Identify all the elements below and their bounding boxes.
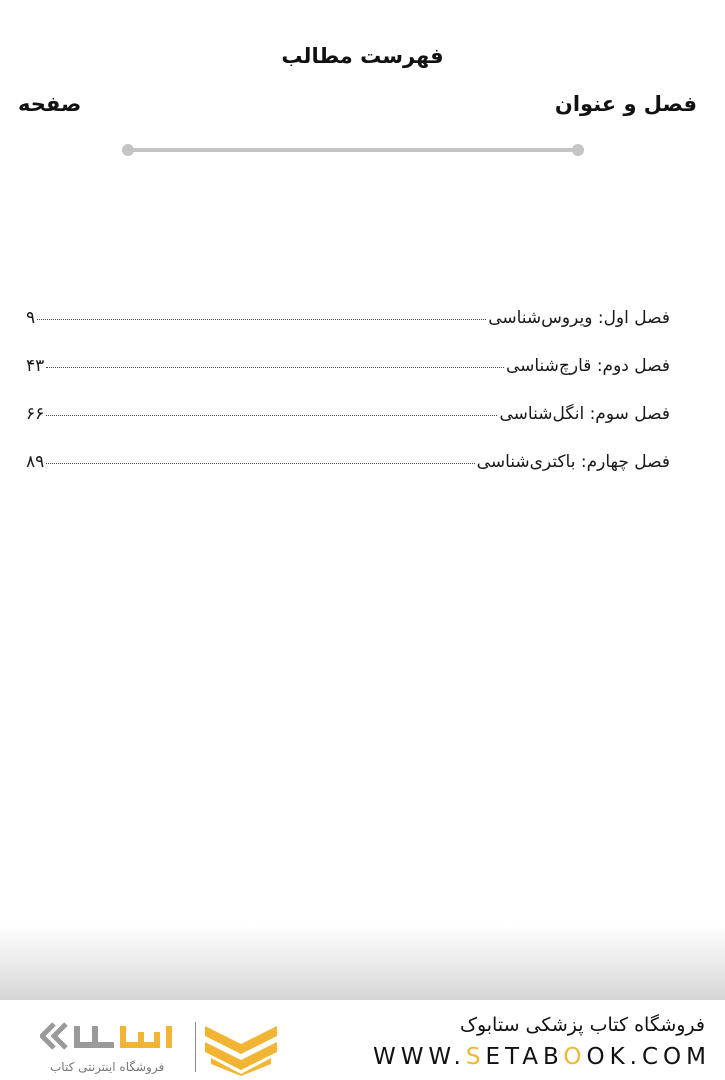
divider-dot-right xyxy=(572,144,584,156)
setabook-wordmark xyxy=(40,1018,190,1058)
page-column-heading: صفحه xyxy=(18,92,82,116)
toc-entry-page: ۹ xyxy=(26,308,36,328)
toc-entry-2[interactable] xyxy=(26,356,670,404)
shop-url[interactable] xyxy=(373,1044,711,1070)
dot-leader xyxy=(37,319,486,320)
dot-leader xyxy=(46,415,497,416)
toc-entry-page: ۴۳ xyxy=(26,356,45,376)
dot-leader xyxy=(46,463,474,464)
toc-entry-title: فصل چهارم: باکتری‌شناسی xyxy=(476,452,670,472)
heading-divider xyxy=(122,144,584,156)
toc-entry-3[interactable] xyxy=(26,404,670,452)
toc-entry-page: ۶۶ xyxy=(26,404,45,424)
page-title: فهرست مطالب xyxy=(281,44,444,68)
url-accent: O xyxy=(563,1044,587,1070)
logo-separator xyxy=(195,1022,196,1072)
divider-dot-left xyxy=(122,144,134,156)
url-part: ETAB xyxy=(485,1044,564,1070)
dot-leader xyxy=(46,367,504,368)
toc-entry-title: فصل سوم: انگل‌شناسی xyxy=(499,404,670,424)
toc-entry-title: فصل اول: ویروس‌شناسی xyxy=(488,308,670,328)
divider-bar xyxy=(128,148,578,152)
chapter-column-heading: فصل و عنوان xyxy=(554,92,697,116)
url-accent: S xyxy=(465,1044,486,1070)
table-of-contents xyxy=(26,308,670,500)
url-part: OK.COM xyxy=(586,1044,711,1070)
logo-tagline: فروشگاه اینترنتی کتاب xyxy=(50,1060,165,1074)
toc-entry-page: ۸۹ xyxy=(26,452,45,472)
toc-entry-1[interactable] xyxy=(26,308,670,356)
footer-banner xyxy=(0,1000,725,1080)
toc-entry-4[interactable] xyxy=(26,452,670,500)
url-part: WWW. xyxy=(372,1044,466,1070)
footer-shadow xyxy=(0,925,725,1000)
toc-entry-title: فصل دوم: قارچ‌شناسی xyxy=(505,356,670,376)
book-stack-logo-icon xyxy=(205,1020,277,1076)
shop-name: فروشگاه کتاب پزشکی ستابوک xyxy=(459,1014,705,1036)
